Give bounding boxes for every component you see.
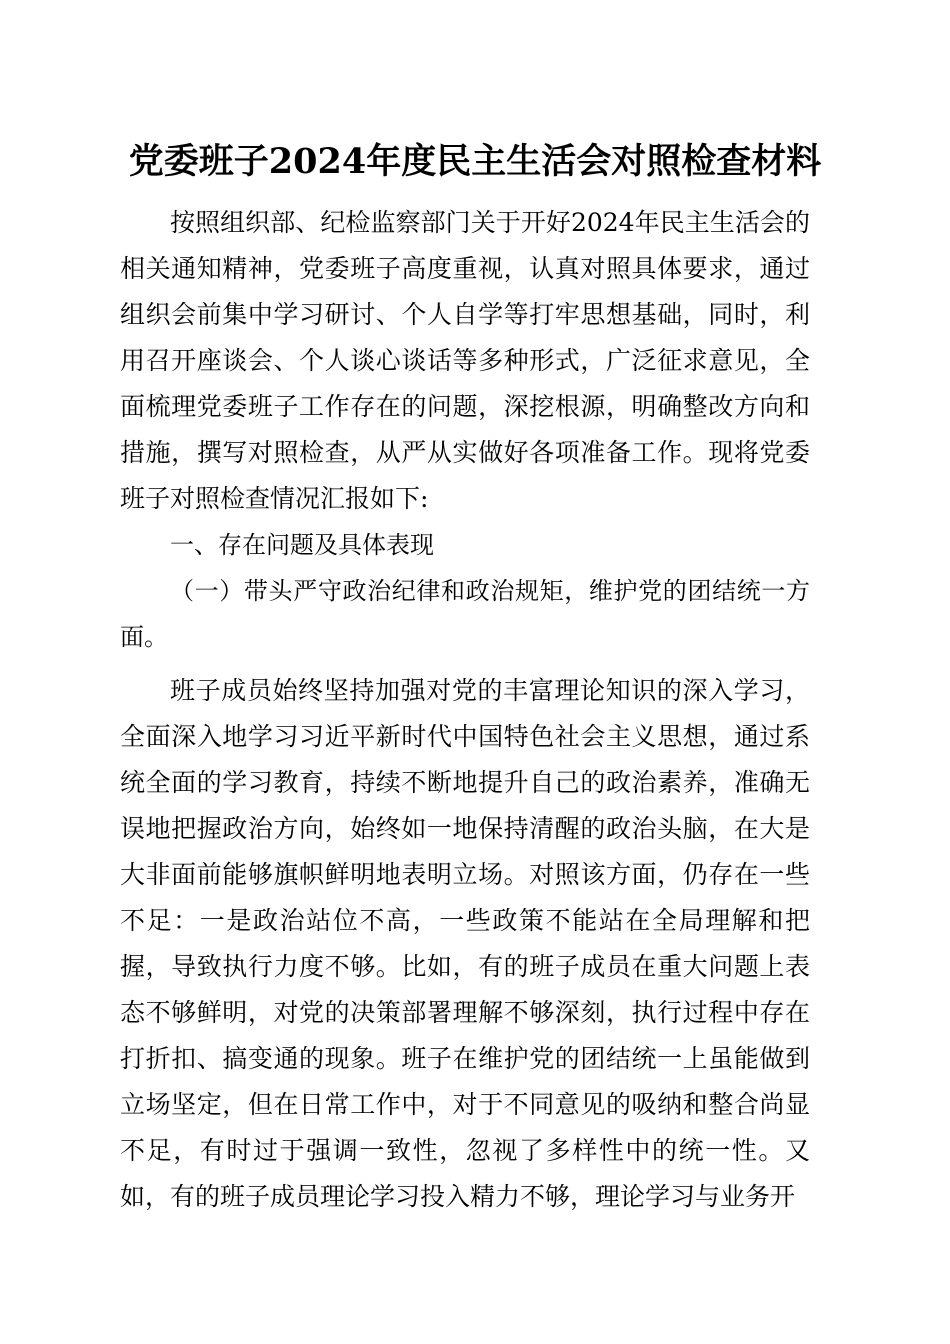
section-heading: 一、存在问题及具体表现 xyxy=(170,531,434,559)
body-paragraph: 班子成员始终坚持加强对党的丰富理论知识的深入学习，全面深入地学习习近平新时代中国特色社会主义思想，通过系统全面的学习教育，持续不断地提升自己的政治素养，准确无误地把握政治方向，始终如一地保持清醒的政治头脑，在大是大非面前能够旗帜鲜明地表明立场。对照该方面，仍存在一些不足：一是政治站位不高，一些政策不能站在全局理解和把握，导致执行力度不够。比如，有的班子成员在重大问题上表态不够鲜明，对党的决策部署理解不够深刻，执行过程中存在打折扣、搞变通的现象。班子在维护党的团结统一上虽能做到立场坚定，但在日常工作中，对于不同意见的吸纳和整合尚显不足，有时过于强调一致性，忽视了多样性中的统一性。又如，有的班子成员理论学习投入精力不够，理论学习与业务开 xyxy=(120,676,810,1211)
paragraph-gap xyxy=(120,660,810,668)
document-title: 党委班子2024年度民主生活会对照检查材料 xyxy=(128,141,822,182)
subsection-heading: （一）带头严守政治纪律和政治规矩，维护党的团结统一方面。 xyxy=(120,577,810,651)
intro-paragraph: 按照组织部、纪检监察部门关于开好2024年民主生活会的相关通知精神，党委班子高度重视，认真对照具体要求，通过组织会前集中学习研讨、个人自学等打牢思想基础，同时，利用召开座谈会、个人谈心谈话等多种形式，广泛征求意见，全面梳理党委班子工作存在的问题，深挖根源，明确整改方向和措施，撰写对照检查，从严从实做好各项准备工作。现将党委班子对照检查情况汇报如下: xyxy=(120,208,810,513)
document-body xyxy=(120,200,810,1220)
